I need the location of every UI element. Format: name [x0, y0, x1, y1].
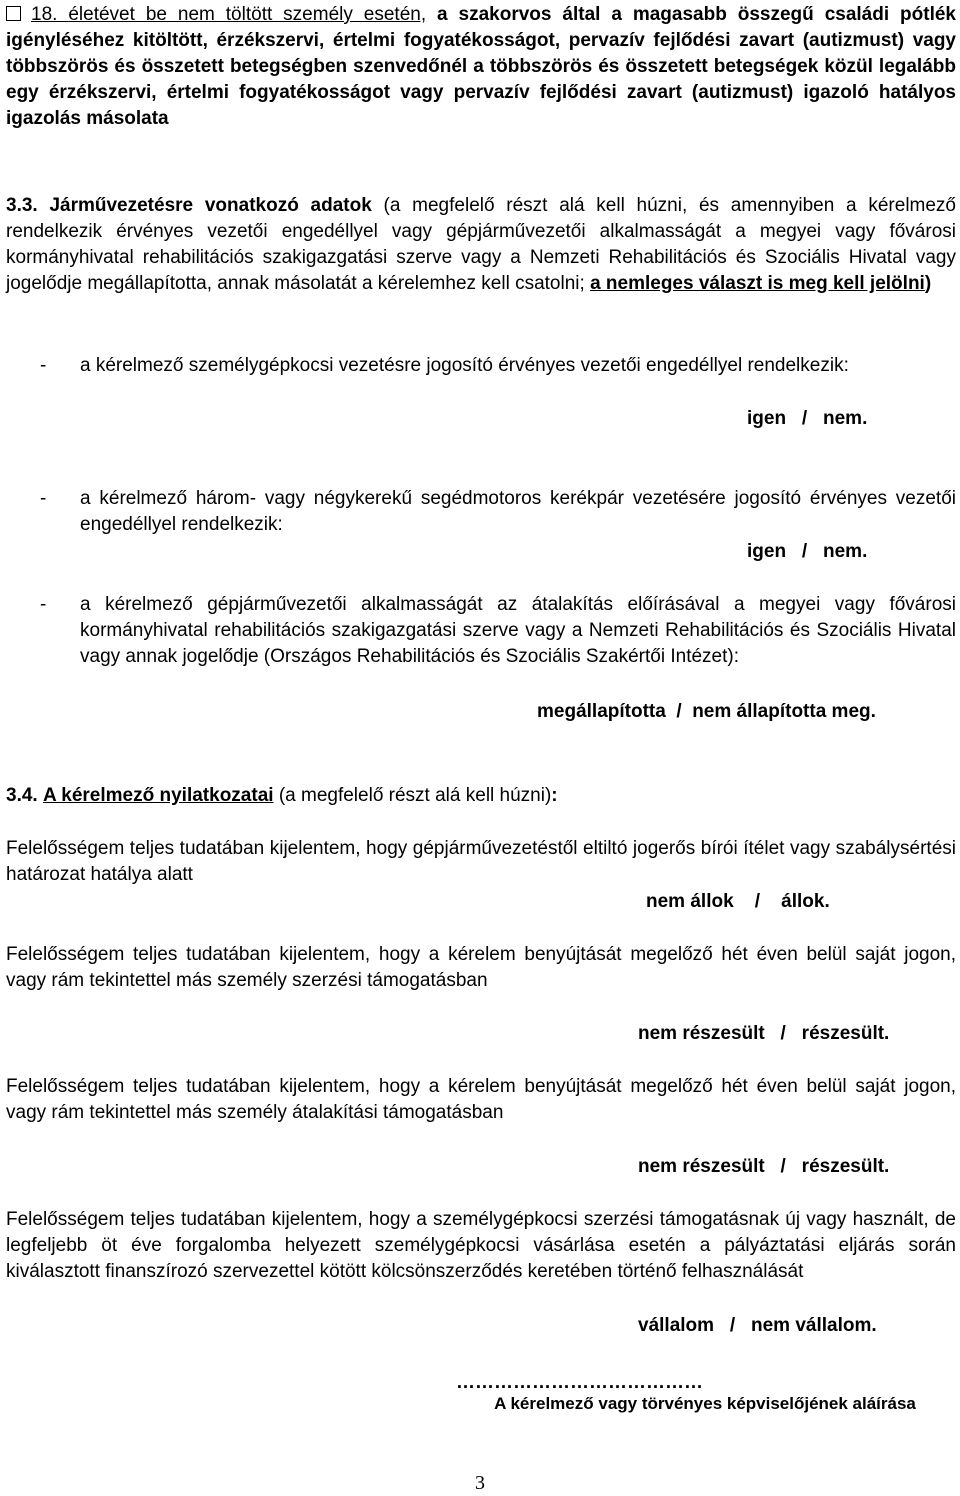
driving-item-1-answer[interactable]: igen / nem. — [747, 408, 868, 429]
section-3-3-body: (a megfelelő részt alá kell húzni, és amennyiben a kérelmező rendelkezik érvényes vezetői engedéllyel vagy gépjárművezetői alkalmasságát a megyei vagy fővárosi kormányhivatal rehabilitációs szakigazgatási szerve vagy a Nemzeti Rehabilitációs és Szociális Hivatal vagy jogelődje megállapította, annak másolatát a kérelemhez kell csatolni; — [6, 195, 957, 294]
statement-3-text: Felelősségem teljes tudatában kijelentem, hogy a kérelem benyújtását megelőző hét éven belül saját jogon, vagy rám tekintettel más személy átalakítási támogatásban — [6, 1076, 956, 1123]
statement-4 — [6, 1207, 956, 1285]
statement-3 — [6, 1074, 956, 1126]
statement-4-text: Felelősségem teljes tudatában kijelentem, hogy a személygépkocsi szerzési támogatásnak új vagy használt, de legfeljebb öt éve forgalomba helyezett személygépkocsi vásárlása esetén a pályáztatási eljárás során kiválasztott finanszírozó szervezettel kötött kölcsönszerződés keretében történő felhasználását — [6, 1209, 956, 1282]
driving-item-1-text: a kérelmező személygépkocsi vezetésre jogosító érvényes vezetői engedéllyel rendelkezik: — [80, 355, 849, 376]
signature-label: A kérelmező vagy törvényes képviselőjének aláírása — [494, 1394, 916, 1413]
driving-item-1 — [40, 353, 956, 379]
section-3-3-emphasis: a nemleges választ is meg kell jelölni — [590, 273, 925, 294]
item-18-intro: életévet be nem töltött személy esetén, — [68, 4, 427, 25]
section-3-4 — [6, 783, 956, 809]
dash-marker: - — [40, 594, 47, 615]
driving-item-2-answer[interactable]: igen / nem. — [747, 541, 868, 562]
statement-1-text: Felelősségem teljes tudatában kijelentem, hogy gépjárművezetéstől eltiltó jogerős bírói ítélet vagy szabálysértési határozat hatálya alatt — [6, 838, 956, 885]
section-3-4-number: 3.4. — [6, 785, 38, 806]
section-3-4-body: (a megfelelő részt alá kell húzni) — [278, 785, 552, 806]
statement-1 — [6, 836, 956, 888]
driving-item-2-text: a kérelmező három- vagy négykerekű segédmotoros kerékpár vezetésére jogosító érvényes vezetői engedéllyel rendelkezik: — [80, 488, 956, 535]
statement-1-answer[interactable]: nem állok / állok. — [646, 891, 830, 912]
statement-2-answer[interactable]: nem részesült / részesült. — [638, 1023, 890, 1044]
section-3-3 — [6, 193, 956, 297]
signature-line[interactable]: ………………………………… — [456, 1372, 703, 1393]
statement-3-answer[interactable]: nem részesült / részesült. — [638, 1156, 890, 1177]
section-3-3-number: 3.3. — [6, 195, 38, 216]
page-number: 3 — [475, 1472, 485, 1494]
driving-item-3 — [40, 592, 956, 670]
statement-4-answer[interactable]: vállalom / nem vállalom. — [638, 1315, 877, 1336]
statement-2 — [6, 942, 956, 994]
item-18 — [6, 2, 956, 132]
section-3-4-title: A kérelmező nyilatkozatai — [42, 785, 274, 806]
driving-item-2 — [40, 486, 956, 538]
section-3-3-close: ) — [924, 273, 932, 294]
section-3-4-colon: : — [551, 785, 558, 806]
driving-item-3-text: a kérelmező gépjárművezetői alkalmasságát az átalakítás előírásával a megyei vagy fővárosi kormányhivatal rehabilitációs szakigazgatási szerve vagy a Nemzeti Rehabilitációs és Szociális Hivatal vagy annak jogelődje (Országos Rehabilitációs és Szociális Szakértői Intézet): — [80, 594, 956, 667]
section-3-3-title: Járművezetésre vonatkozó adatok — [49, 195, 372, 216]
item-18-number: 18. — [31, 4, 58, 25]
driving-item-3-answer[interactable]: megállapította / nem állapította meg. — [537, 701, 876, 722]
dash-marker: - — [40, 488, 47, 509]
statement-2-text: Felelősségem teljes tudatában kijelentem, hogy a kérelem benyújtását megelőző hét éven belül saját jogon, vagy rám tekintettel más személy szerzési támogatásban — [6, 944, 956, 991]
item-18-bold-text: a szakorvos által a magasabb összegű családi pótlék igényléséhez kitöltött, érzékszervi, értelmi fogyatékosságot, pervazív fejlődési zavart (autizmust) vagy többszörös és összetett betegségben szenvedőnél a többszörös és összetett betegségek közül legalább egy érzékszervi, értelmi fogyatékosságot vagy pervazív fejlődési zavart (autizmust) igazoló hatályos igazolás másolata — [6, 4, 957, 129]
dash-marker: - — [40, 355, 47, 376]
checkbox-item-18[interactable] — [6, 6, 21, 21]
